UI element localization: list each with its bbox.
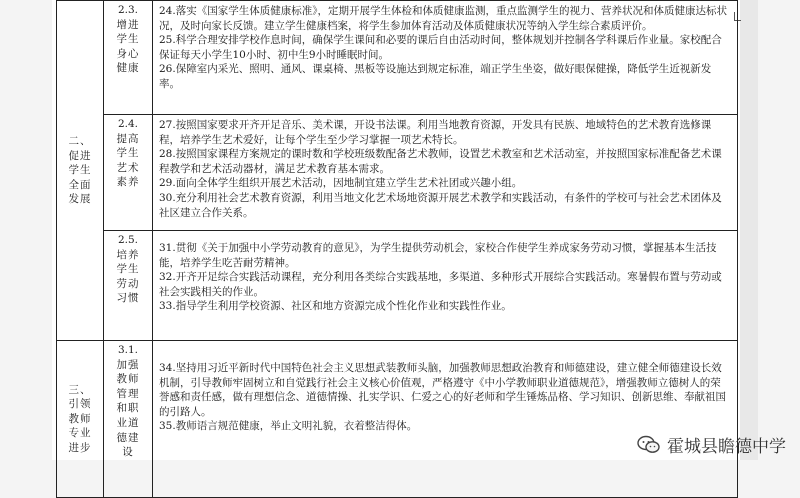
list-item: 24.落实《国家学生体质健康标准》，定期开展学生体检和体质健康监测，重点监测学生的视力、营养状况和体质健康达标状况，及时向家长反馈。建立学生健康档案，将学生参加体育活动及体质健康状况等纳入学生综合素质评价。: [159, 5, 727, 32]
wechat-icon: [637, 435, 661, 455]
list-item: 27.按照国家要求开齐开足音乐、美术课，开设书法课。利用当地教育资源，开发具有民族、地域特色的艺术教育选修课程，培养学生艺术爱好，让每个学生至少学习掌握一项艺术特长。: [159, 119, 712, 146]
category-cell: [57, 1, 104, 341]
subcategory-code: 2.3.: [117, 4, 139, 16]
list-item: 34.坚持用习近平新时代中国特色社会主义思想武装教师头脑，加强教师思想政治教育和师德建设，建立健全师德建设长效机制，引导教师牢固树立和自觉践行社会主义核心价值观，严格遵守《中小学教师职业道德规范》，增强教师立德树人的荣誉感和责任感，做有理想信念、道德情操、扎实学识、仁爱之心的好老师和学生锤炼品格、学习知识、创新思维、奉献祖国的引路人。: [159, 362, 726, 418]
subcategory-cell: [104, 1, 153, 115]
table-row: [57, 115, 738, 231]
list-item: 32.开齐开足综合实践活动课程，充分利用各类综合实践基地，多渠道、多种形式开展综合实践活动。寒暑假布置与劳动或社会实践相关的作业。: [159, 271, 722, 298]
list-item: 33.指导学生利用学校资源、社区和地方资源完成个性化作业和实践性作业。: [159, 300, 512, 313]
subcategory-label: 提高学生艺术素养: [116, 132, 140, 189]
subcategory-label: 增进学生身心健康: [116, 18, 140, 75]
items-cell: [153, 1, 738, 115]
subcategory-cell: [104, 341, 153, 498]
subcategory-cell: [104, 231, 153, 341]
list-item: 26.保障室内采光、照明、通风、课桌椅、黑板等设施达到规定标准，端正学生坐姿，做好眼保健操，降低学生近视新发率。: [159, 63, 712, 90]
page-edge: [740, 0, 758, 460]
subcategory-code: 3.1.: [117, 344, 139, 356]
goals-table: [56, 0, 738, 498]
category-label: 三、引领教师专业进步: [68, 383, 92, 454]
items-cell: [153, 115, 738, 231]
subcategory-cell: [104, 115, 153, 231]
list-item: 29.面向全体学生组织开展艺术活动，因地制宜建立学生艺术社团或兴趣小组。: [159, 177, 523, 190]
subcategory-code: 2.5.: [117, 234, 139, 246]
table-row: [57, 1, 738, 115]
items-cell: [153, 341, 738, 498]
watermark-text: 霍城县瞻德中学: [667, 437, 786, 457]
subcategory-label: 培养学生劳动习惯: [116, 248, 140, 305]
list-item: 25.科学合理安排学校作息时间，确保学生课间和必要的课后自由活动时间，整体规划并控制各学科课后作业量。家校配合保证每天小学生10小时、初中生9小时睡眠时间。: [159, 34, 722, 61]
list-item: 30.充分利用社会艺术教育资源，利用当地文化艺术场地资源开展艺术教学和实践活动，有条件的学校可与社会艺术团体及社区建立合作关系。: [159, 191, 722, 219]
subcategory-code: 2.4.: [117, 118, 139, 130]
list-item: 35.教师语言规范健康，举止文明礼貌，衣着整洁得体。: [159, 420, 418, 433]
category-label: 二、促进学生全面发展: [68, 135, 92, 206]
subcategory-label: 加强教师管理和职业道德建设: [116, 358, 140, 459]
account-watermark: [637, 432, 786, 457]
items-cell: [153, 231, 738, 341]
table-row: [57, 231, 738, 341]
table-row: [57, 341, 738, 498]
list-item: 31.贯彻《关于加强中小学劳动教育的意见》，为学生提供劳动机会，家校合作使学生养成家务劳动习惯，掌握基本生活技能，培养学生吃苦耐劳精神。: [159, 242, 717, 269]
category-cell: [57, 341, 104, 498]
list-item: 28.按照国家课程方案规定的课时数和学校班级数配备艺术教师，设置艺术教室和艺术活动室，并按照国家标准配备艺术课程教学和艺术活动器材，满足艺术教育基本需求。: [159, 148, 722, 175]
